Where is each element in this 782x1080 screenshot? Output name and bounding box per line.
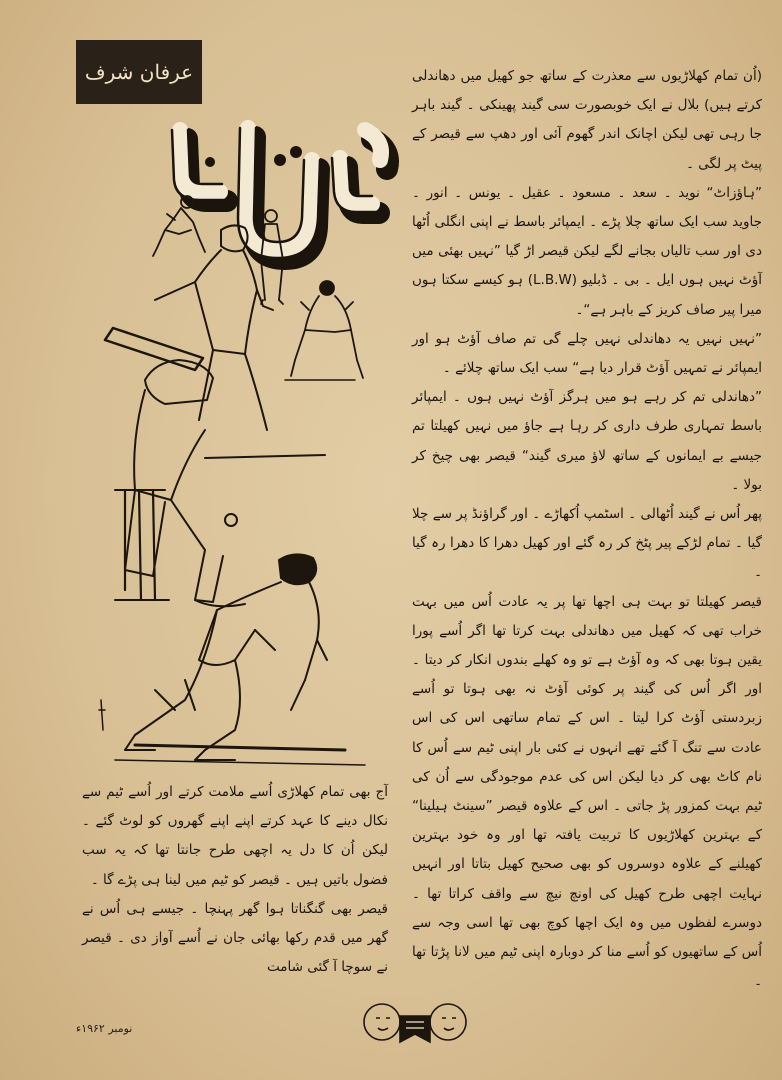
paragraph: ”ہاؤزاٹ“ نوید ۔ سعد ۔ مسعود ۔ عقیل ۔ یونس ۔ انور ۔ جاوید سب ایک ساتھ چلا پڑے ۔ ایمپائر باسط نے اپنی انگلی اُٹھا دی اور سب تالیاں بجانے لگے لیکن قیصر اڑ گیا ”نہیں بھئی میں آؤٹ نہیں ہوں ایل ۔ بی ۔ ڈبلیو (L.B.W) ہو کیسے سکتا ہوں میرا پیر صاف کریز کے باہر ہے“۔ [412, 184, 762, 318]
umpire-figure [255, 200, 283, 304]
paragraph: ”دھاندلی تم کر رہے ہو میں ہرگز آؤٹ نہیں ہوں ۔ ایمپائر باسط تمہاری طرف داری کر رہا ہے جاؤ میں نہیں کھیلتا تم جیسے بے ایمانوں کے ساتھ لاؤ میری گیند“ قیصر بھی چیخ کر بولا ۔ [412, 389, 762, 493]
issue-number: نومبر ۱۹۶۲ء [76, 1022, 133, 1035]
author-name-box [76, 40, 202, 104]
bowler-figure [155, 225, 273, 430]
right-text-column [412, 62, 762, 992]
story-title-text [400, 100, 401, 101]
paragraph: پھر اُس نے گیند اُٹھالی ۔ اسٹمپ اُکھاڑے ۔ اور گراؤنڈ پر سے چلا گیا ۔ تمام لڑکے پیر پٹخ کر رہ گئے اور کھیل دھرا کا دھرا رہ گیا ۔ [412, 506, 762, 581]
paragraph: قیصر بھی گنگناتا ہوا گھر پہنچا ۔ جیسے ہی اُس نے گھر میں قدم رکھا بھائی جان نے اُسے آواز دی ۔ قیصر نے سوچا آ گئی شامت [82, 900, 388, 976]
wicket-keeper-figure [291, 281, 363, 378]
author-name: عرفان شرف [84, 60, 194, 84]
paragraph: آج بھی تمام کھلاڑی اُسے ملامت کرتے اور اُسے ٹیم سے نکال دینے کا عہد کرتے اپنے اپنے گھروں کو لوٹ گئے ۔ لیکن اُن کا دل یہ اچھی طرح جانتا تھا کہ یہ سب فضول باتیں ہیں ۔ قیصر کو ٹیم میں لینا ہی پڑے گا ۔ [82, 784, 388, 888]
footer-ornament [356, 996, 474, 1052]
fielder-figure [153, 196, 205, 256]
left-text-column [82, 778, 388, 988]
paragraph: ”نہیں نہیں یہ دھاندلی نہیں چلے گی تم صاف آؤٹ ہو اور ایمپائر نے تمہیں آؤٹ قرار دیا ہے“ سب ایک ساتھ چلائے ۔ [412, 330, 762, 377]
paragraph: (اُن تمام کھلاڑیوں سے معذرت کے ساتھ جو کھیل میں دھاندلی کرتے ہیں) بلال نے ایک خوبصورت سی گیند پھینکی ۔ گیند باہر جا رہی تھی لیکن اچانک اندر گھوم آئی اور دھپ سے قیصر کے پیٹ پر لگی ۔ [412, 68, 762, 172]
cricket-illustration [95, 190, 395, 780]
paragraph: قیصر کھیلتا تو بہت ہی اچھا تھا پر یہ عادت اُس میں بہت خراب تھی کہ کھیل میں دھاندلی بہت کرتا تھا اگر اُسے پورا یقین ہوتا بھی کہ وہ آؤٹ ہے تو وہ کھلے بندوں انکار کر دیتا ۔ اور اگر اُس کی گیند پر کوئی آؤٹ نہ بھی ہوتا تو اُسے زبردستی آؤٹ کرا لیتا ۔ اس کے تمام ساتھی اس کی اس عادت سے تنگ آ گئے تھے انہوں نے کئی بار اپنی ٹیم سے اُس کا نام کاٹ بھی کر دیا لیکن اس کی عدم موجودگی سے اُن کی ٹیم بہت کمزور پڑ جاتی ۔ اس کے علاوہ قیصر ”سینٹ ہیلینا“ کے بہترین کھلاڑیوں کا تربیت یافتہ تھا اور وہ خود بہترین کھیلنے کے علاوہ دوسروں کو بھی صحیح کھیل بتاتا اور انہیں نہایت اچھی طرح کھیل کی اونچ نیچ سے واقف کراتا تھا ۔ دوسرے لفظوں میں وہ ایک اچھا کوچ بھی تھا اسی وجہ سے اُس کے ساتھیوں کو اُسے منا کر دوبارہ اپنی ٹیم میں لانا پڑتا تھا ۔ [412, 593, 762, 990]
batsman-figure [105, 328, 245, 606]
